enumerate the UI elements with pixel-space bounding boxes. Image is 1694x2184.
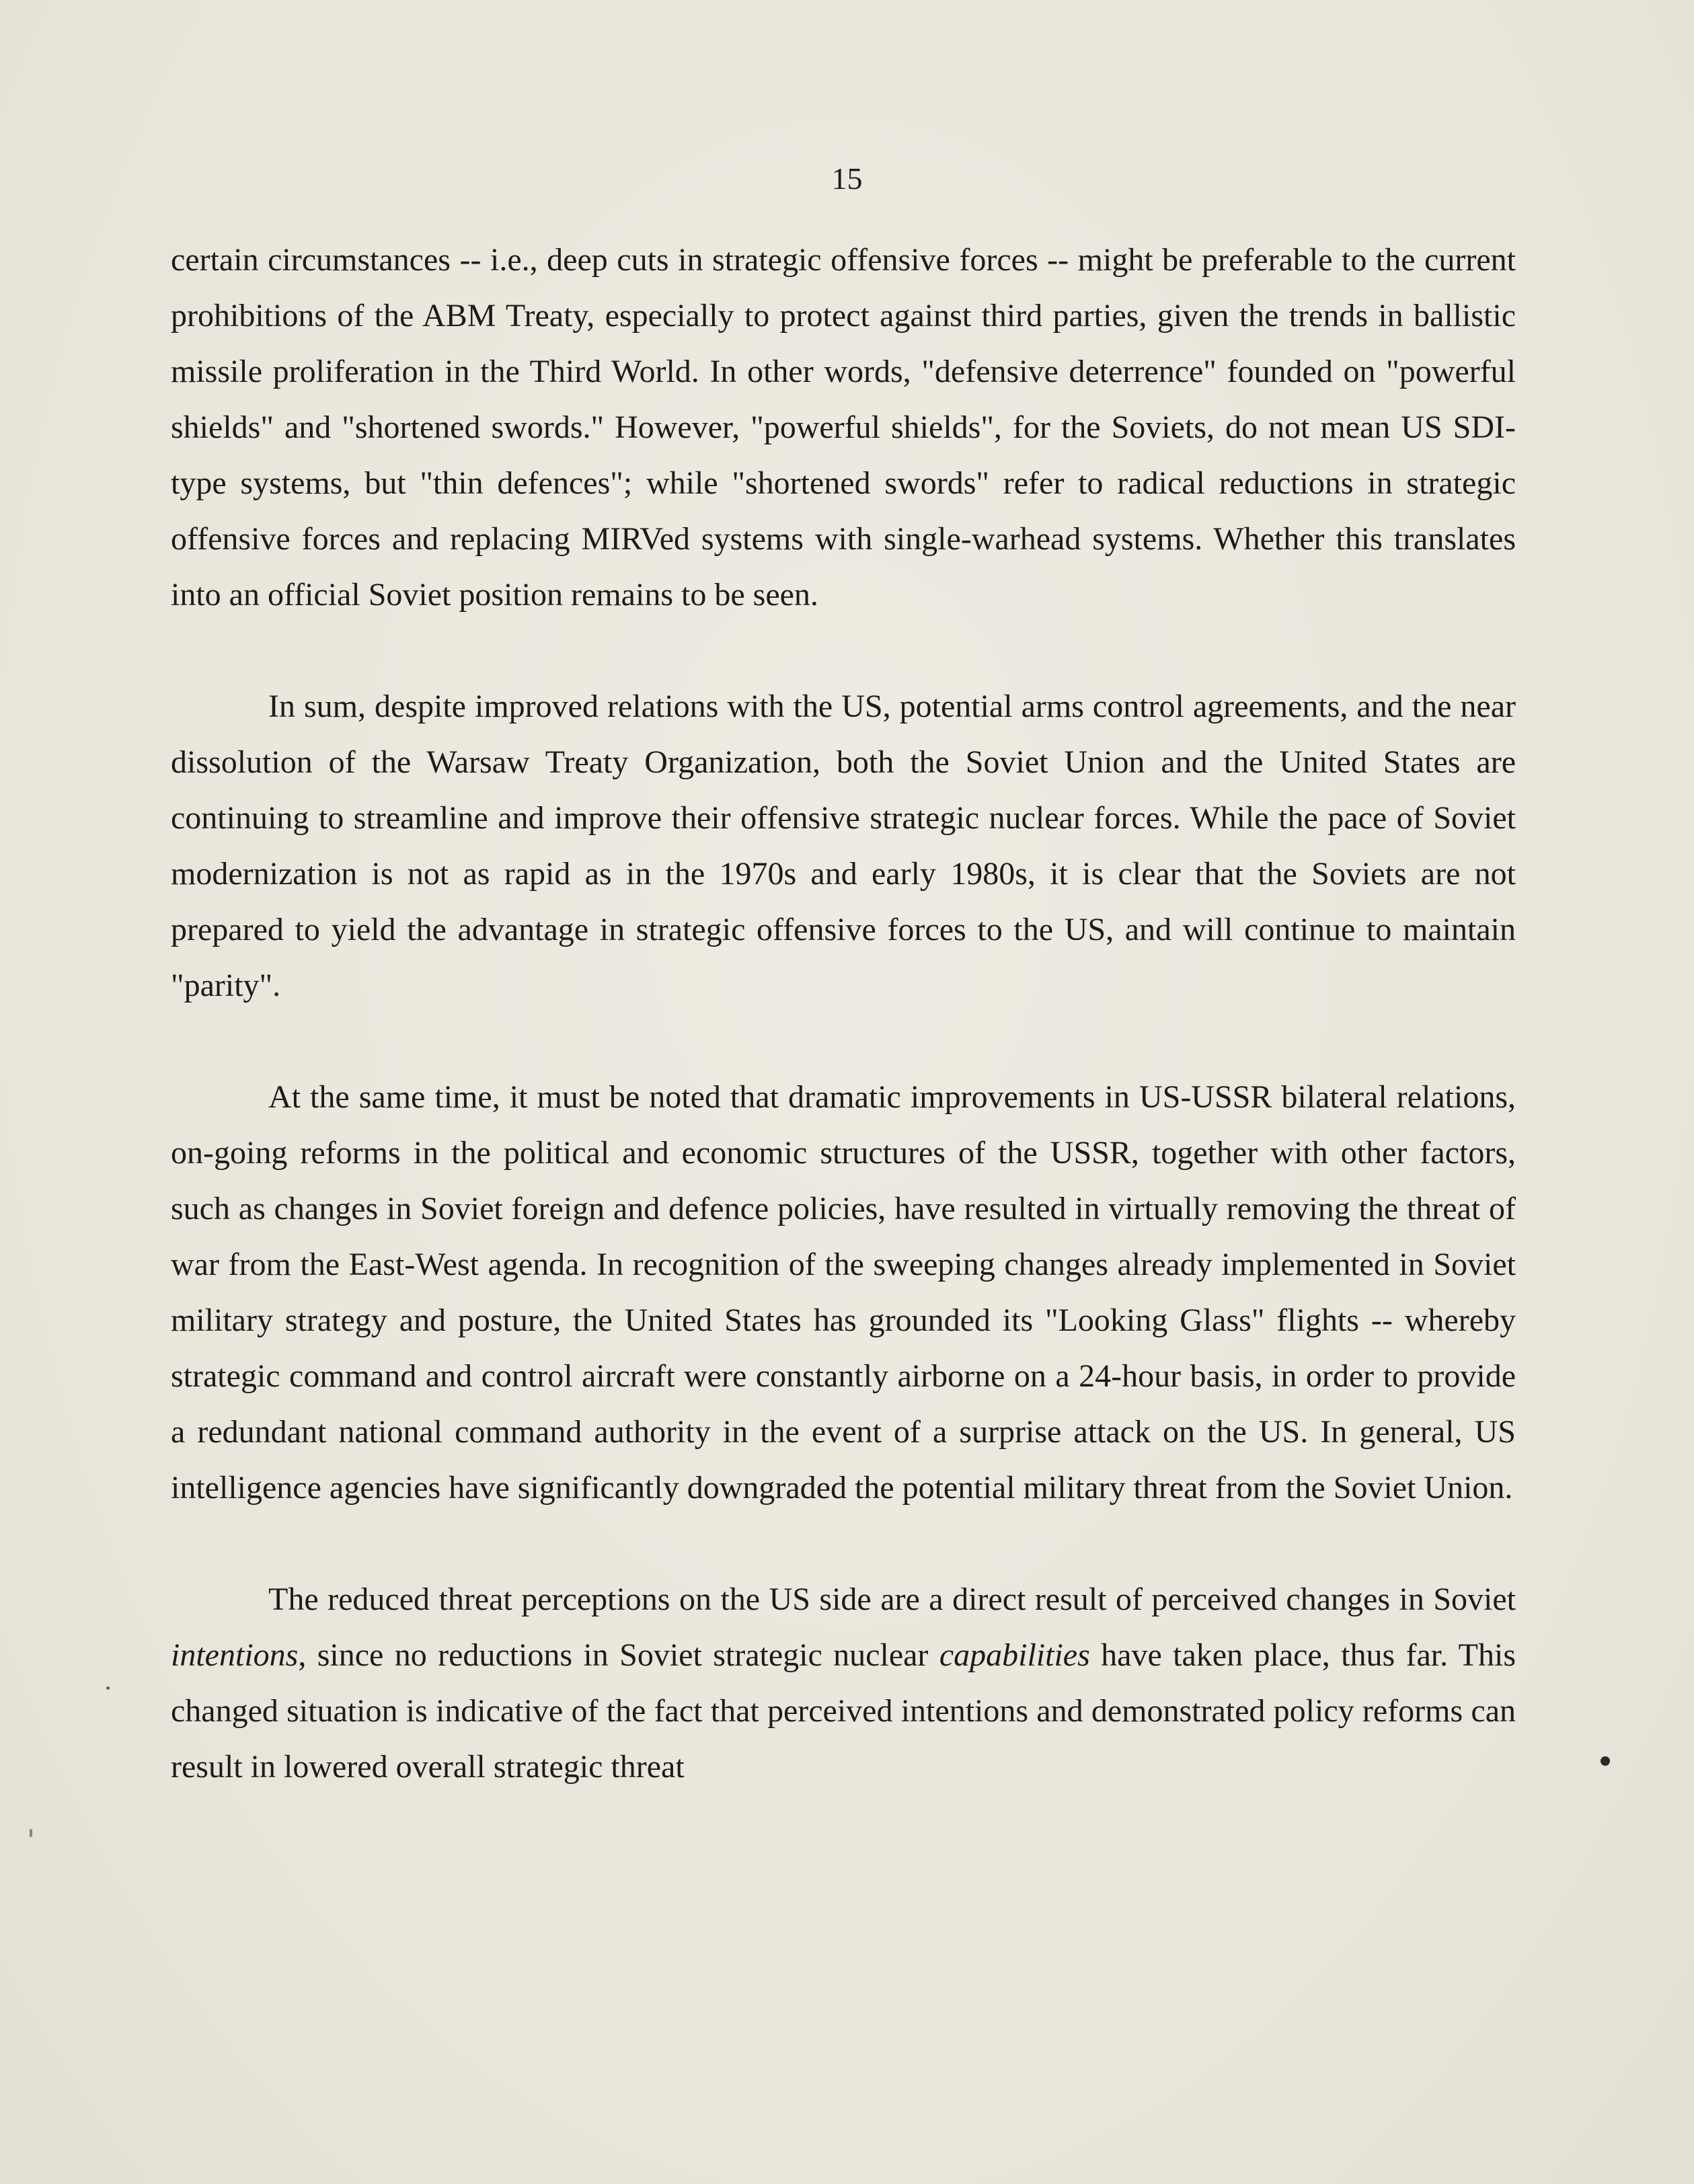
paragraph-1-text: certain circumstances -- i.e., deep cuts in strategic offensive forces -- might be preferable to the current prohibitions of the ABM Treaty, especially to protect against third parties, given the trends in ballistic missile proliferation in the Third World. In other words, "defensive deterrence" founded on "powerful shields" and "shortened swords." However, "powerful shields", for the Soviets, do not mean US SDI-type systems, but "thin defences"; while "shortened swords" refer to radical reductions in strategic offensive forces and replacing MIRVed systems with single-warhead systems. Whether this translates into an official Soviet position remains to be seen. bbox=[171, 242, 1516, 613]
ink-speck bbox=[1601, 1756, 1610, 1766]
ink-speck bbox=[106, 1686, 110, 1690]
paragraph-2-text: In sum, despite improved relations with the US, potential arms control agreements, and the near dissolution of the Warsaw Treaty Organization, both the Soviet Union and the United States are continuing to streamline and improve their offensive strategic nuclear forces. While the pace of Soviet modernization is not as rapid as in the 1970s and early 1980s, it is clear that the Soviets are not prepared to yield the advantage in strategic offensive forces to the US, and will continue to maintain "parity". bbox=[171, 689, 1516, 1003]
page-number: 15 bbox=[831, 161, 863, 196]
paragraph-3 bbox=[171, 1069, 1516, 1516]
paragraph-3-text: At the same time, it must be noted that dramatic improvements in US-USSR bilateral relations, on-going reforms in the political and economic structures of the USSR, together with other factors, such as changes in Soviet foreign and defence policies, have resulted in virtually removing the threat of war from the East-West agenda. In recognition of the sweeping changes already implemented in Soviet military strategy and posture, the United States has grounded its "Looking Glass" flights -- whereby strategic command and control aircraft were constantly airborne on a 24-hour basis, in order to provide a redundant national command authority in the event of a surprise attack on the US. In general, US intelligence agencies have significantly downgraded the potential military threat from the Soviet Union. bbox=[171, 1079, 1516, 1506]
paragraph-2 bbox=[171, 678, 1516, 1013]
body-text bbox=[171, 232, 1516, 1795]
paragraph-4-text-2: , since no reductions in Soviet strategic nuclear bbox=[298, 1637, 939, 1673]
emphasis-intentions: intentions bbox=[171, 1637, 299, 1673]
paragraph-4-text-3: have taken place, thus far. This changed situation is indicative of the fact that perceived intentions and demonstrated policy reforms can result in lowered overall strategic threat bbox=[171, 1637, 1516, 1785]
paragraph-1 bbox=[171, 232, 1516, 623]
paragraph-4 bbox=[171, 1571, 1516, 1795]
emphasis-capabilities: capabilities bbox=[939, 1637, 1090, 1673]
ink-speck bbox=[30, 1829, 32, 1837]
paragraph-4-text: The reduced threat perceptions on the US side are a direct result of perceived changes in Soviet bbox=[268, 1582, 1516, 1617]
